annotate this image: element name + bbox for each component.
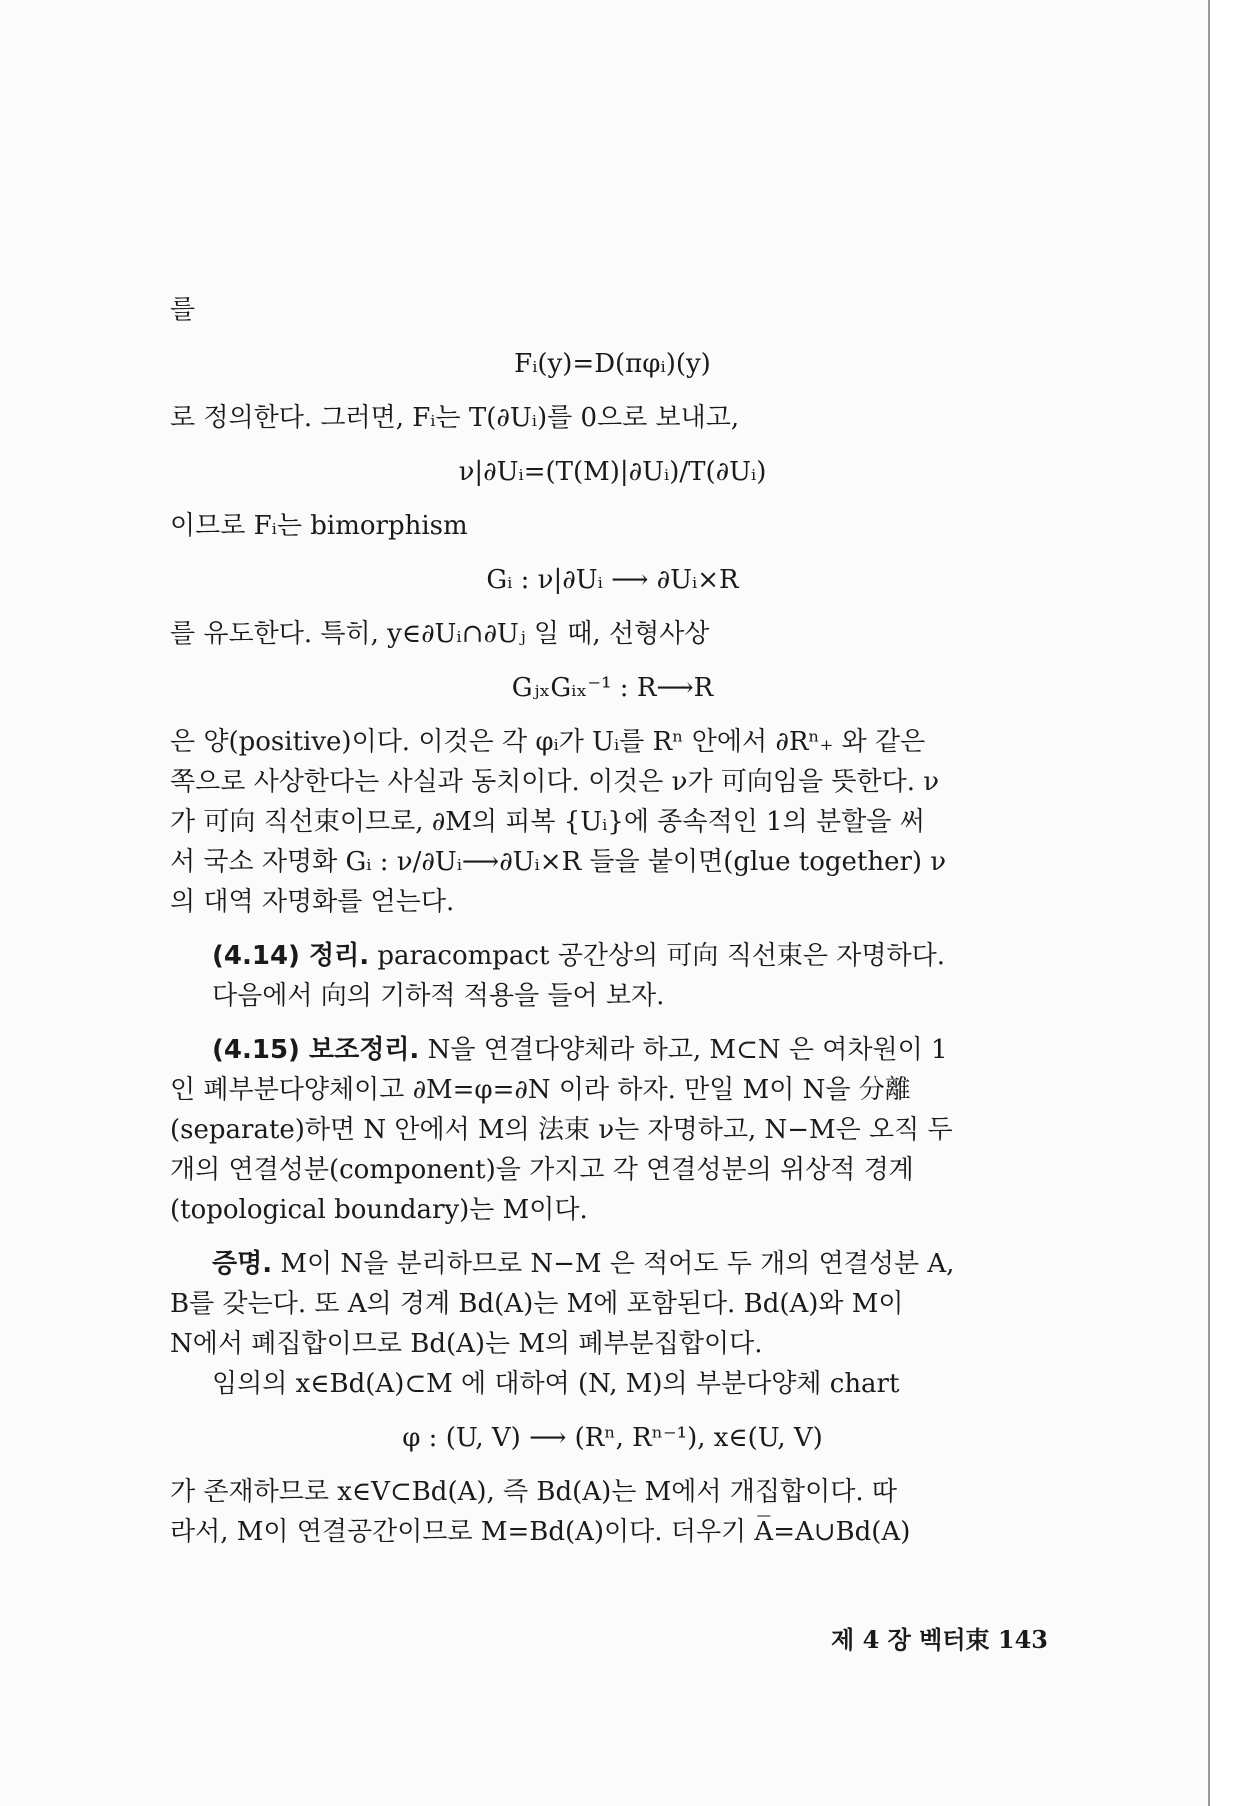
text-line: 임의의 x∈Bd(A)⊂M 에 대하여 (N, M)의 부분다양체 chart bbox=[212, 1369, 900, 1399]
lemma-label: (4.15) 보조정리. bbox=[212, 1035, 420, 1065]
proof-text: M이 N을 분리하므로 N−M 은 적어도 두 개의 연결성분 A, bbox=[280, 1249, 955, 1279]
text-line: (topological boundary)는 M이다. bbox=[170, 1195, 588, 1225]
text-line: 은 양(positive)이다. 이것은 각 φᵢ가 Uᵢ를 Rⁿ 안에서 ∂Rⁿ₊ 와 같은 bbox=[170, 727, 926, 757]
formula: ν|∂Uᵢ=(T(M)|∂Uᵢ)/T(∂Uᵢ) bbox=[458, 457, 767, 487]
text-line: N에서 폐집합이므로 Bd(A)는 M의 폐부분집합이다. bbox=[170, 1329, 763, 1359]
lemma-text: N을 연결다양체라 하고, M⊂N 은 여차원이 1 bbox=[427, 1035, 948, 1065]
theorem-4-14 bbox=[170, 936, 1055, 976]
formula: φ : (U, V) ⟶ (Rⁿ, Rⁿ⁻¹), x∈(U, V) bbox=[402, 1423, 823, 1453]
proof-label: 증명. bbox=[212, 1249, 273, 1279]
lemma-4-15 bbox=[170, 1030, 1055, 1070]
formula: GⱼₓGᵢₓ⁻¹ : R⟶R bbox=[511, 673, 714, 703]
text-line: 가 존재하므로 x∈V⊂Bd(A), 즉 Bd(A)는 M에서 개집합이다. 따 bbox=[170, 1477, 897, 1507]
proof bbox=[170, 1244, 1055, 1284]
theorem-label: (4.14) 정리. bbox=[212, 941, 370, 971]
page-footer: 제 4 장 벡터束 143 bbox=[831, 1625, 1048, 1654]
text-line: 로 정의한다. 그러면, Fᵢ는 T(∂Uᵢ)를 0으로 보내고, bbox=[170, 403, 740, 433]
text-line: 가 可向 직선束이므로, ∂M의 피복 {Uᵢ}에 종속적인 1의 분할을 써 bbox=[170, 807, 925, 837]
theorem-text: paracompact 공간상의 可向 직선束은 자명하다. bbox=[377, 941, 946, 971]
text-line: 서 국소 자명화 Gᵢ : ν/∂Uᵢ⟶∂Uᵢ×R 들을 붙이면(glue together) ν bbox=[170, 847, 947, 877]
text-line: (separate)하면 N 안에서 M의 法束 ν는 자명하고, N−M은 오직 두 bbox=[170, 1115, 953, 1145]
page-body bbox=[170, 290, 1055, 1552]
text-line: 쪽으로 사상한다는 사실과 동치이다. 이것은 ν가 可向임을 뜻한다. ν bbox=[170, 767, 940, 797]
text-line: 인 폐부분다양체이고 ∂M=φ=∂N 이라 하자. 만일 M이 N을 分離 bbox=[170, 1075, 911, 1105]
text-line: 라서, M이 연결공간이므로 M=Bd(A)이다. 더우기 A̅=A∪Bd(A) bbox=[170, 1517, 911, 1547]
text-line: 를 유도한다. 특히, y∈∂Uᵢ∩∂Uⱼ 일 때, 선형사상 bbox=[170, 619, 710, 649]
text-line: B를 갖는다. 또 A의 경계 Bd(A)는 M에 포함된다. Bd(A)와 M이 bbox=[170, 1289, 904, 1319]
text-line: 의 대역 자명화를 얻는다. bbox=[170, 887, 455, 917]
formula: Gᵢ : ν|∂Uᵢ ⟶ ∂Uᵢ×R bbox=[486, 565, 739, 595]
text-line: 를 bbox=[170, 295, 196, 325]
text-line: 다음에서 向의 기하적 적용을 들어 보자. bbox=[212, 981, 665, 1011]
text-line: 개의 연결성분(component)을 가지고 각 연결성분의 위상적 경계 bbox=[170, 1155, 914, 1185]
formula: Fᵢ(y)=D(πφᵢ)(y) bbox=[514, 349, 711, 379]
text-line: 이므로 Fᵢ는 bimorphism bbox=[170, 511, 468, 541]
page-edge bbox=[1210, 0, 1238, 1806]
